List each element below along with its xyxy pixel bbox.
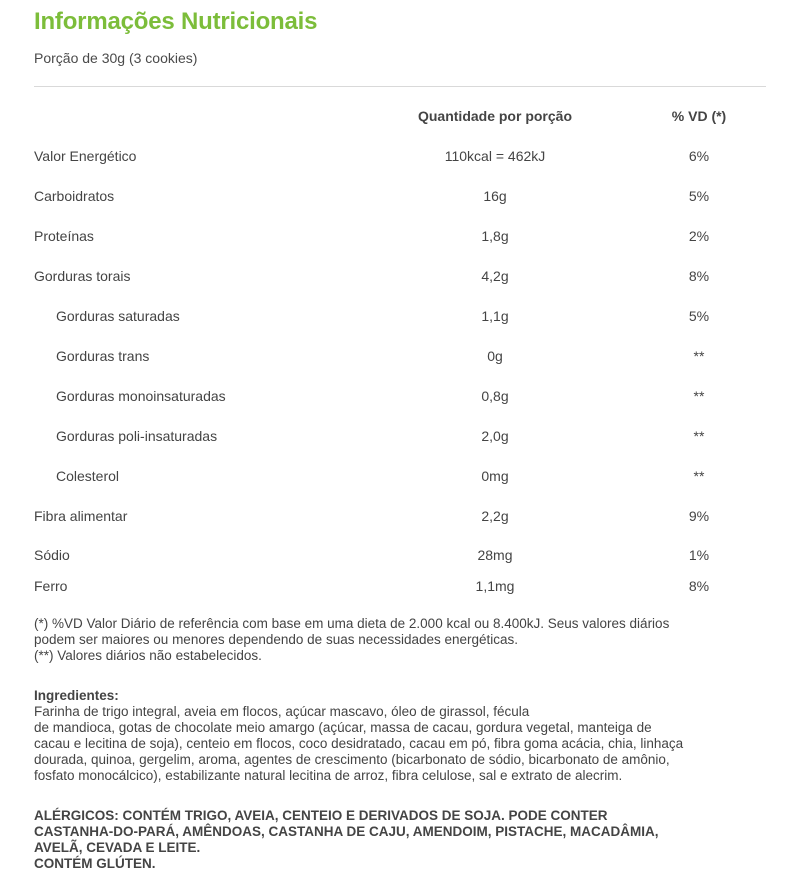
ingredients-line: cacau e lecitina de soja), centeio em flocos, coco desidratado, cacau em pó, fibra goma acácia, chia, linhaça [34, 736, 684, 751]
nutrient-quantity: 28mg [477, 547, 513, 563]
table-row [34, 574, 766, 598]
nutrient-name: Gorduras trans [56, 348, 150, 364]
ingredients-line: Farinha de trigo integral, aveia em flocos, açúcar mascavo, óleo de girassol, fécula [34, 704, 530, 719]
allergens-line: ALÉRGICOS: CONTÉM TRIGO, AVEIA, CENTEIO E DERIVADOS DE SOJA. PODE CONTER [34, 808, 608, 823]
nutrient-vd: 5% [688, 308, 710, 324]
nutrient-quantity: 0,8g [481, 388, 509, 404]
table-row [34, 504, 766, 528]
table-row [34, 144, 766, 168]
footnotes [34, 616, 768, 664]
table-row [34, 543, 766, 567]
nutrient-name: Gorduras saturadas [56, 308, 180, 324]
ingredients-line: dourada, quinoa, gergelim, aroma, agentes de crescimento (bicarbonato de sódio, bicarbonato de amônio, [34, 752, 670, 767]
table-row [34, 224, 766, 248]
nutrient-quantity: 1,1g [481, 308, 509, 324]
nutrient-vd: ** [693, 428, 705, 444]
nutrient-vd: 5% [688, 188, 710, 204]
nutrient-vd: 6% [688, 148, 710, 164]
nutrient-quantity: 1,1mg [475, 578, 515, 594]
nutrient-name: Gorduras torais [34, 268, 131, 284]
nutrient-quantity: 110kcal = 462kJ [444, 148, 546, 164]
table-row [34, 344, 766, 368]
nutrient-vd: 8% [688, 268, 710, 284]
table-row [34, 304, 766, 328]
nutrient-vd: ** [693, 468, 705, 484]
header-divider [34, 86, 766, 87]
nutrient-vd: ** [693, 388, 705, 404]
nutrient-vd: 1% [688, 547, 710, 563]
ingredients-line: de mandioca, gotas de chocolate meio amargo (açúcar, massa de cacau, gordura vegetal, manteiga de [34, 720, 652, 735]
nutrient-name: Fibra alimentar [34, 508, 128, 524]
gluten-warning: CONTÉM GLÚTEN. [34, 856, 156, 871]
table-row [34, 384, 766, 408]
table-row [34, 264, 766, 288]
nutrient-name: Proteínas [34, 228, 94, 244]
page-title: Informações Nutricionais [34, 8, 318, 35]
footnote-not-established: (**) Valores diários não estabelecidos. [34, 648, 262, 663]
nutrient-name: Carboidratos [34, 188, 115, 204]
table-header-row [34, 104, 766, 128]
nutrient-name: Gorduras poli-insaturadas [56, 428, 218, 444]
table-row [34, 424, 766, 448]
header-vd: % VD (*) [671, 108, 727, 124]
table-row [34, 464, 766, 488]
ingredients-line: fosfato monocálcico), estabilizante natural lecitina de arroz, fibra celulose, sal e extrato de alecrim. [34, 768, 623, 783]
nutrient-name: Colesterol [56, 468, 120, 484]
nutrient-vd: ** [693, 348, 705, 364]
footnote-vd-reference: (*) %VD Valor Diário de referência com base em uma dieta de 2.000 kcal ou 8.400kJ. Seus valores diários [34, 616, 670, 631]
nutrient-name: Gorduras monoinsaturadas [56, 388, 226, 404]
nutrient-vd: 9% [688, 508, 710, 524]
table-row [34, 184, 766, 208]
ingredients-section [34, 688, 768, 784]
allergens-section [34, 808, 768, 872]
nutrient-quantity: 0g [487, 348, 503, 364]
nutrient-vd: 2% [688, 228, 710, 244]
nutrient-vd: 8% [688, 578, 710, 594]
nutrient-name: Ferro [34, 578, 68, 594]
nutrient-quantity: 2,2g [481, 508, 509, 524]
nutrient-quantity: 2,0g [481, 428, 509, 444]
header-quantity: Quantidade por porção [417, 108, 572, 124]
footnote-vd-variation: podem ser maiores ou menores dependendo de suas necessidades energéticas. [34, 632, 519, 647]
nutrient-quantity: 0mg [481, 468, 509, 484]
nutrient-quantity: 16g [483, 188, 507, 204]
nutrient-name: Sódio [34, 547, 70, 563]
nutrient-quantity: 1,8g [481, 228, 509, 244]
allergens-line: CASTANHA-DO-PARÁ, AMÊNDOAS, CASTANHA DE CAJU, AMENDOIM, PISTACHE, MACADÂMIA, [34, 824, 659, 839]
portion-size: Porção de 30g (3 cookies) [34, 50, 198, 66]
allergens-line: AVELÃ, CEVADA E LEITE. [34, 840, 201, 855]
ingredients-label: Ingredientes: [34, 688, 119, 703]
nutrient-name: Valor Energético [34, 148, 137, 164]
nutrient-quantity: 4,2g [481, 268, 509, 284]
